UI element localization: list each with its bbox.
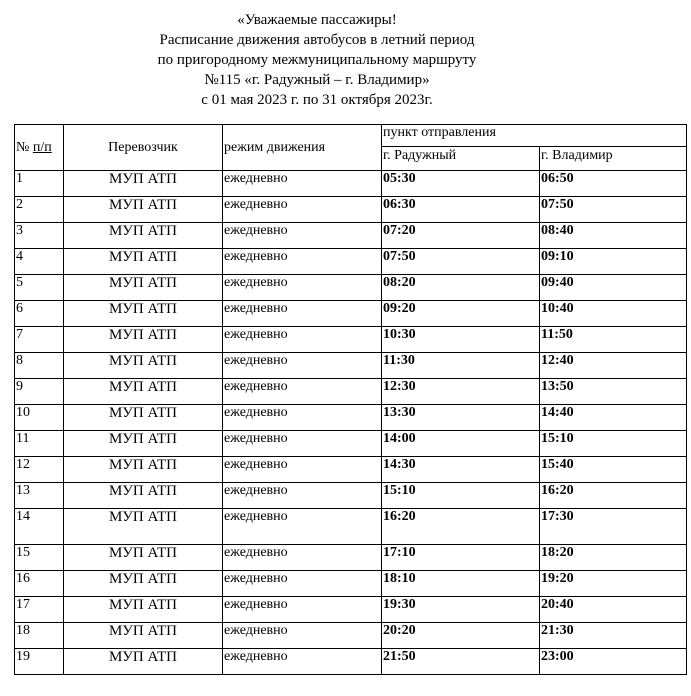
row-mode: ежедневно: [223, 483, 382, 509]
table-row: [15, 405, 687, 431]
row-mode: ежедневно: [223, 623, 382, 649]
table-row: [15, 171, 687, 197]
row-carrier: МУП АТП: [64, 249, 223, 275]
row-carrier: МУП АТП: [64, 571, 223, 597]
row-mode: ежедневно: [223, 327, 382, 353]
row-number: 11: [15, 431, 64, 457]
row-departure-to: 14:40: [540, 405, 687, 431]
row-departure-from: 17:10: [382, 545, 540, 571]
row-departure-from: 15:10: [382, 483, 540, 509]
row-mode: ежедневно: [223, 301, 382, 327]
row-number: 6: [15, 301, 64, 327]
row-departure-to: 08:40: [540, 223, 687, 249]
row-number: 12: [15, 457, 64, 483]
row-departure-from: 14:30: [382, 457, 540, 483]
row-departure-to: 20:40: [540, 597, 687, 623]
row-number: 18: [15, 623, 64, 649]
row-departure-from: 12:30: [382, 379, 540, 405]
schedule-rows: [15, 171, 687, 675]
row-departure-from: 11:30: [382, 353, 540, 379]
row-departure-to: 17:30: [540, 509, 687, 545]
row-departure-from: 19:30: [382, 597, 540, 623]
row-departure-to: 06:50: [540, 171, 687, 197]
table-row: [15, 275, 687, 301]
row-departure-to: 18:20: [540, 545, 687, 571]
header-route-type: по пригородному межмуниципальному маршруту: [157, 52, 477, 68]
row-departure-from: 10:30: [382, 327, 540, 353]
row-departure-from: 09:20: [382, 301, 540, 327]
row-mode: ежедневно: [223, 379, 382, 405]
header-greeting: «Уважаемые пассажиры!: [237, 12, 397, 28]
row-departure-to: 12:40: [540, 353, 687, 379]
row-carrier: МУП АТП: [64, 509, 223, 545]
table-row: [15, 301, 687, 327]
column-header-mode: режим движения: [223, 125, 382, 171]
row-number: 19: [15, 649, 64, 675]
row-mode: ежедневно: [223, 571, 382, 597]
row-departure-from: 05:30: [382, 171, 540, 197]
row-number: 15: [15, 545, 64, 571]
row-carrier: МУП АТП: [64, 197, 223, 223]
column-header-from-city: г. Радужный: [382, 147, 540, 171]
row-number: 2: [15, 197, 64, 223]
row-departure-from: 08:20: [382, 275, 540, 301]
row-number: 13: [15, 483, 64, 509]
row-departure-to: 19:20: [540, 571, 687, 597]
row-departure-from: 16:20: [382, 509, 540, 545]
column-header-carrier: Перевозчик: [64, 125, 223, 171]
row-number: 17: [15, 597, 64, 623]
row-carrier: МУП АТП: [64, 545, 223, 571]
header-title: Расписание движения автобусов в летний период: [159, 32, 475, 48]
table-row: [15, 623, 687, 649]
row-mode: ежедневно: [223, 649, 382, 675]
row-number: 7: [15, 327, 64, 353]
row-departure-from: 20:20: [382, 623, 540, 649]
table-row: [15, 597, 687, 623]
table-header-row: [15, 125, 687, 147]
row-number: 14: [15, 509, 64, 545]
table-row: [15, 649, 687, 675]
row-carrier: МУП АТП: [64, 649, 223, 675]
row-number: 16: [15, 571, 64, 597]
row-departure-from: 13:30: [382, 405, 540, 431]
row-mode: ежедневно: [223, 353, 382, 379]
row-departure-from: 14:00: [382, 431, 540, 457]
row-carrier: МУП АТП: [64, 597, 223, 623]
row-departure-to: 09:40: [540, 275, 687, 301]
row-departure-to: 07:50: [540, 197, 687, 223]
row-number: 8: [15, 353, 64, 379]
row-departure-from: 21:50: [382, 649, 540, 675]
row-carrier: МУП АТП: [64, 301, 223, 327]
column-header-to-city: г. Владимир: [540, 147, 687, 171]
row-departure-to: 15:10: [540, 431, 687, 457]
row-carrier: МУП АТП: [64, 171, 223, 197]
row-departure-to: 13:50: [540, 379, 687, 405]
row-departure-from: 07:20: [382, 223, 540, 249]
row-carrier: МУП АТП: [64, 405, 223, 431]
header-period: с 01 мая 2023 г. по 31 октября 2023г.: [201, 92, 433, 108]
row-mode: ежедневно: [223, 249, 382, 275]
row-mode: ежедневно: [223, 275, 382, 301]
row-number: 1: [15, 171, 64, 197]
row-carrier: МУП АТП: [64, 431, 223, 457]
row-departure-to: 23:00: [540, 649, 687, 675]
row-mode: ежедневно: [223, 171, 382, 197]
row-carrier: МУП АТП: [64, 623, 223, 649]
table-row: [15, 353, 687, 379]
row-mode: ежедневно: [223, 223, 382, 249]
row-carrier: МУП АТП: [64, 483, 223, 509]
row-departure-to: 10:40: [540, 301, 687, 327]
column-header-departure-point: пункт отправления: [382, 125, 687, 147]
table-row: [15, 379, 687, 405]
row-number: 3: [15, 223, 64, 249]
table-row: [15, 431, 687, 457]
row-mode: ежедневно: [223, 457, 382, 483]
table-row: [15, 457, 687, 483]
row-departure-to: 09:10: [540, 249, 687, 275]
table-row: [15, 327, 687, 353]
schedule-table: [14, 124, 687, 675]
table-row: [15, 483, 687, 509]
row-departure-from: 18:10: [382, 571, 540, 597]
row-mode: ежедневно: [223, 405, 382, 431]
table-row: [15, 545, 687, 571]
table-row: [15, 571, 687, 597]
row-mode: ежедневно: [223, 597, 382, 623]
row-mode: ежедневно: [223, 431, 382, 457]
row-mode: ежедневно: [223, 545, 382, 571]
row-number: 5: [15, 275, 64, 301]
row-carrier: МУП АТП: [64, 223, 223, 249]
row-number: 4: [15, 249, 64, 275]
table-row: [15, 223, 687, 249]
schedule-header: [0, 10, 634, 110]
column-header-number-prefix: №: [16, 139, 33, 155]
row-departure-to: 16:20: [540, 483, 687, 509]
table-row: [15, 509, 687, 545]
column-header-number-suffix: п/п: [32, 139, 52, 155]
row-departure-from: 06:30: [382, 197, 540, 223]
row-carrier: МУП АТП: [64, 379, 223, 405]
row-carrier: МУП АТП: [64, 327, 223, 353]
row-carrier: МУП АТП: [64, 457, 223, 483]
column-header-number: [15, 125, 64, 171]
row-departure-to: 21:30: [540, 623, 687, 649]
table-row: [15, 197, 687, 223]
row-carrier: МУП АТП: [64, 353, 223, 379]
row-departure-from: 07:50: [382, 249, 540, 275]
row-departure-to: 15:40: [540, 457, 687, 483]
row-departure-to: 11:50: [540, 327, 687, 353]
row-mode: ежедневно: [223, 197, 382, 223]
row-number: 10: [15, 405, 64, 431]
table-row: [15, 249, 687, 275]
row-number: 9: [15, 379, 64, 405]
row-carrier: МУП АТП: [64, 275, 223, 301]
header-route-name: №115 «г. Радужный – г. Владимир»: [204, 72, 430, 88]
row-mode: ежедневно: [223, 509, 382, 545]
